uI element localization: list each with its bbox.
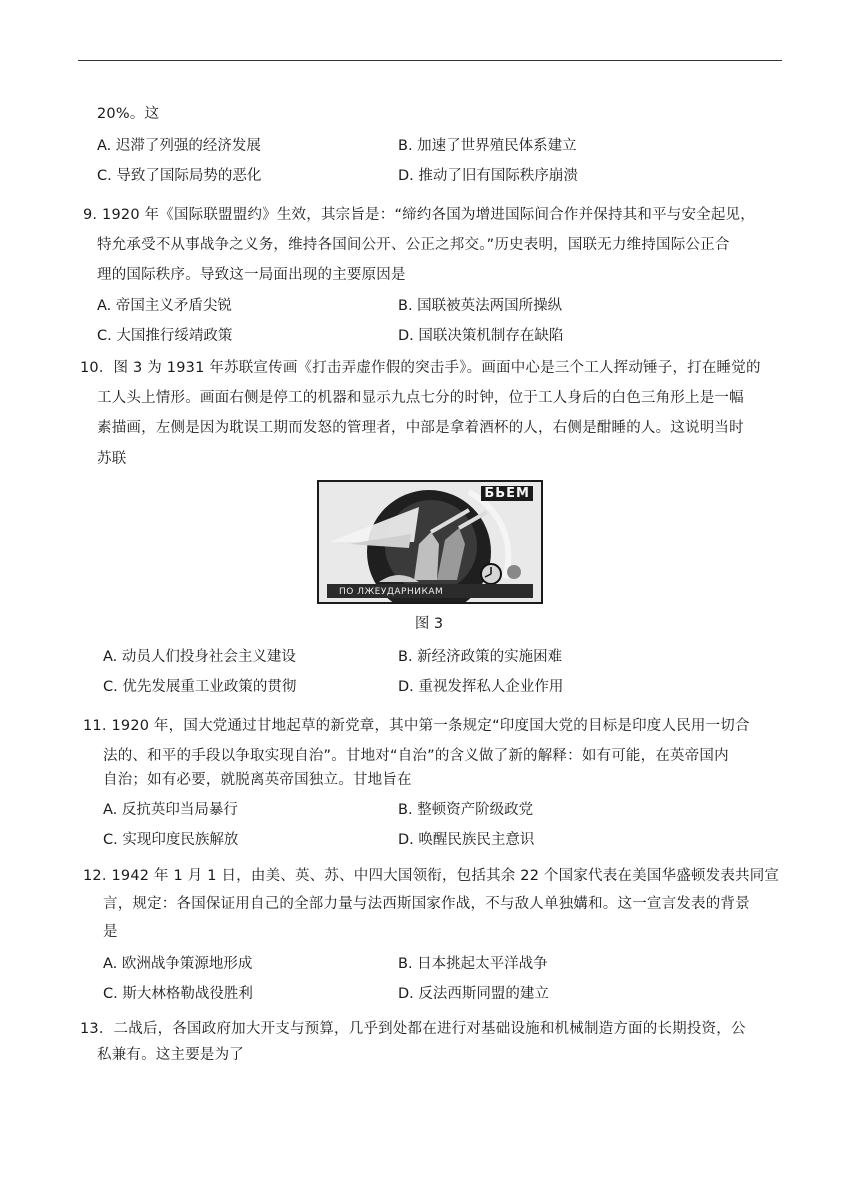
q9-stem-line-3: 理的国际秩序。导致这一局面出现的主要原因是 bbox=[97, 267, 406, 283]
q11-option-c: C. 实现印度民族解放 bbox=[103, 832, 239, 848]
q10-option-b: B. 新经济政策的实施困难 bbox=[398, 649, 563, 665]
q11-option-d: D. 唤醒民族民主意识 bbox=[398, 832, 535, 848]
q12-option-c: C. 斯大林格勒战役胜利 bbox=[103, 986, 253, 1002]
q9-stem-line-2: 特允承受不从事战争之义务，维持各国间公开、公正之邦交。”历史表明，国联无力维持国际公正合 bbox=[97, 237, 730, 253]
q10-option-d: D. 重视发挥私人企业作用 bbox=[398, 679, 564, 695]
q11-option-a: A. 反抗英印当局暴行 bbox=[103, 802, 238, 818]
q8-option-b: B. 加速了世界殖民体系建立 bbox=[398, 138, 577, 154]
q8-option-a: A. 迟滞了列强的经济发展 bbox=[97, 138, 261, 154]
q9-option-d: D. 国联决策机制存在缺陷 bbox=[398, 328, 564, 344]
q8-option-c: C. 导致了国际局势的恶化 bbox=[97, 168, 262, 184]
q8-continuation: 20%。这 bbox=[97, 106, 160, 122]
q12-stem-line-2: 言，规定：各国保证用自己的全部力量与法西斯国家作战，不与敌人单独媾和。这一宣言发表的背景 bbox=[103, 896, 750, 912]
q10-option-c: C. 优先发展重工业政策的贯彻 bbox=[103, 679, 297, 695]
q9-stem-line-1: 9. 1920 年《国际联盟盟约》生效，其宗旨是：“缔约各国为增进国际间合作并保持其和平与安全起见， bbox=[83, 207, 755, 223]
q13-stem-line-2: 私兼有。这主要是为了 bbox=[97, 1047, 244, 1063]
q11-stem-line-1: 11. 1920 年，国大党通过甘地起草的新党章，其中第一条规定“印度国大党的目标是印度人民用一切合 bbox=[83, 718, 750, 734]
poster-top-text: БЬЕМ bbox=[481, 486, 533, 501]
q12-option-d: D. 反法西斯同盟的建立 bbox=[398, 986, 549, 1002]
poster-bottom-text: ПО ЛЖЕУДАРНИКАМ bbox=[339, 587, 444, 597]
q9-option-a: A. 帝国主义矛盾尖锐 bbox=[97, 298, 232, 314]
q12-stem-line-3: 是 bbox=[103, 924, 118, 940]
q11-stem-line-2: 法的、和平的手段以争取实现自治”。甘地对“自治”的含义做了新的解释：如有可能，在英帝国内 bbox=[103, 748, 729, 764]
q11-stem-line-3: 自治；如有必要，就脱离英帝国独立。甘地旨在 bbox=[103, 772, 412, 788]
q10-stem-line-4: 苏联 bbox=[97, 451, 127, 467]
figure-caption: 图 3 bbox=[414, 616, 444, 632]
q8-option-d: D. 推动了旧有国际秩序崩溃 bbox=[398, 168, 578, 184]
q13-stem-line-1: 13．二战后，各国政府加大开支与预算，几乎到处都在进行对基础设施和机械制造方面的长期投资，公 bbox=[80, 1021, 746, 1037]
q10-option-a: A. 动员人们投身社会主义建设 bbox=[103, 649, 296, 665]
q11-option-b: B. 整顿资产阶级政党 bbox=[398, 802, 534, 818]
q9-option-c: C. 大国推行绥靖政策 bbox=[97, 328, 233, 344]
q10-stem-line-3: 素描画，左侧是因为耽误工期而发怒的管理者，中部是拿着酒杯的人，右侧是酣睡的人。这说明当时 bbox=[97, 420, 744, 436]
q12-stem-line-1: 12. 1942 年 1 月 1 日，由美、英、苏、中四大国领衔，包括其余 22 个国家代表在美国华盛顿发表共同宣 bbox=[83, 868, 780, 884]
q10-stem-line-1: 10．图 3 为 1931 年苏联宣传画《打击弄虚作假的突击手》。画面中心是三个工人挥动锤子，打在睡觉的 bbox=[80, 360, 761, 376]
soviet-poster-figure bbox=[317, 480, 543, 604]
q12-option-b: B. 日本挑起太平洋战争 bbox=[398, 956, 548, 972]
q9-option-b: B. 国联被英法两国所操纵 bbox=[398, 298, 563, 314]
q10-stem-line-2: 工人头上情形。画面右侧是停工的机器和显示九点七分的时钟，位于工人身后的白色三角形上是一幅 bbox=[97, 390, 744, 406]
q12-option-a: A. 欧洲战争策源地形成 bbox=[103, 956, 253, 972]
header-rule bbox=[78, 60, 782, 61]
